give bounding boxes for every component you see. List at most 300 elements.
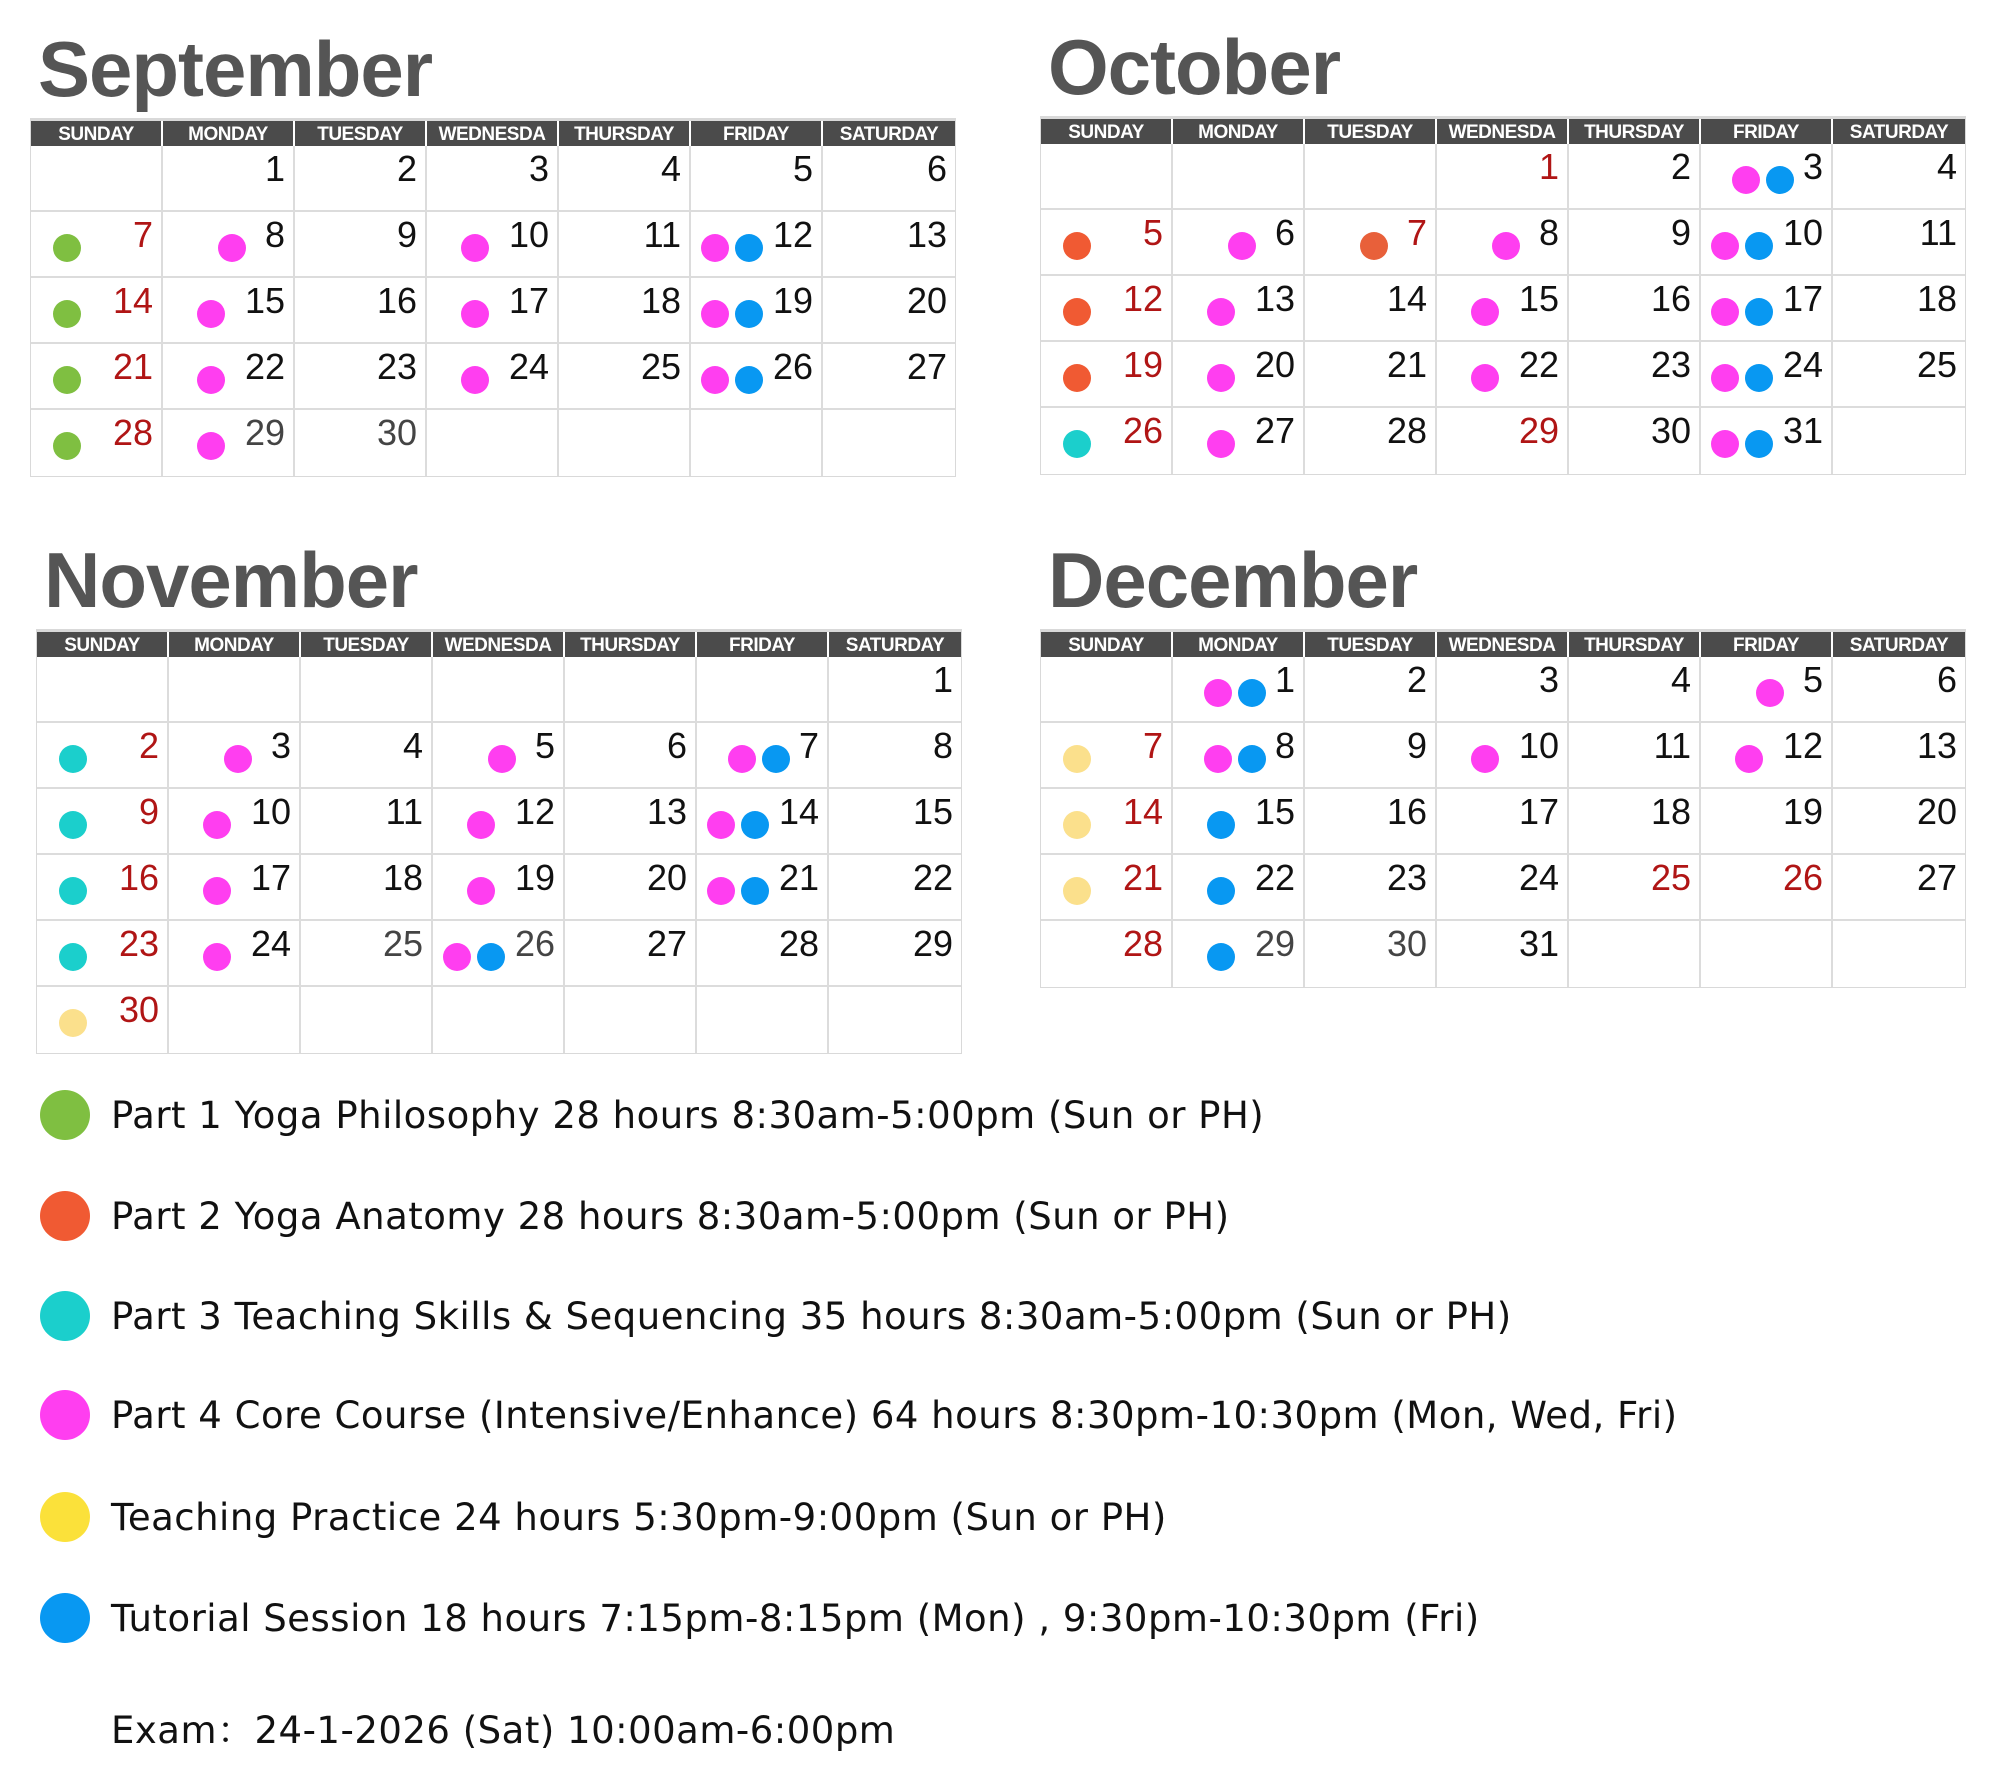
session-dot-icon <box>1063 811 1091 839</box>
calendar-day <box>1041 408 1173 474</box>
session-dot-icon <box>1063 364 1091 392</box>
session-markers <box>1063 232 1091 260</box>
calendar-day <box>37 855 169 921</box>
session-markers <box>1711 364 1773 392</box>
session-dot-icon <box>218 234 246 262</box>
calendar-day <box>1833 210 1965 276</box>
day-number: 20 <box>1916 791 1957 832</box>
day-number: 21 <box>778 857 819 898</box>
day-number: 28 <box>1386 410 1427 451</box>
session-dot-icon <box>467 811 495 839</box>
calendar-day <box>31 344 163 410</box>
calendar-day <box>1569 210 1701 276</box>
calendar-day <box>1305 921 1437 987</box>
session-markers <box>701 300 763 328</box>
session-dot-icon <box>488 745 516 773</box>
calendar-day <box>31 146 163 212</box>
calendar-day <box>559 146 691 212</box>
session-dot-icon <box>1711 298 1739 326</box>
calendar-day <box>1437 408 1569 474</box>
day-number: 1 <box>264 148 285 189</box>
calendar-day <box>1833 789 1965 855</box>
day-number: 24 <box>250 923 291 964</box>
weekday-label: MONDAY <box>163 121 295 146</box>
weekday-label: FRIDAY <box>697 632 829 657</box>
session-markers <box>59 811 87 839</box>
calendar-day <box>1569 342 1701 408</box>
session-markers <box>1228 232 1256 260</box>
day-number: 13 <box>646 791 687 832</box>
session-dot-icon <box>735 366 763 394</box>
calendar-day <box>169 987 301 1053</box>
weekday-label: FRIDAY <box>691 121 823 146</box>
weekday-label: FRIDAY <box>1701 632 1833 657</box>
calendar-day <box>1569 723 1701 789</box>
day-number: 6 <box>926 148 947 189</box>
calendar-day <box>1041 723 1173 789</box>
legend-text: Part 4 Core Course (Intensive/Enhance) 64 hours 8:30pm-10:30pm (Mon, Wed, Fri) <box>111 1393 1678 1437</box>
calendar-day <box>1701 921 1833 987</box>
weekday-header <box>31 119 955 146</box>
legend-text: Part 3 Teaching Skills & Sequencing 35 hours 8:30am-5:00pm (Sun or PH) <box>111 1294 1512 1338</box>
day-number: 20 <box>1254 344 1295 385</box>
weekday-label: SATURDAY <box>839 124 939 145</box>
weekday-label: TUESDAY <box>1305 119 1437 144</box>
day-number: 23 <box>1650 344 1691 385</box>
session-markers <box>1063 298 1091 326</box>
legend-dot-icon <box>40 1390 90 1440</box>
session-dot-icon <box>461 300 489 328</box>
day-number: 16 <box>1650 278 1691 319</box>
day-number: 26 <box>1782 857 1823 898</box>
calendar-week <box>37 987 961 1053</box>
calendar-day <box>1041 789 1173 855</box>
calendar-day <box>697 789 829 855</box>
day-number: 3 <box>1802 146 1823 187</box>
weekday-label: WEDNESDA <box>433 632 565 657</box>
session-dot-icon <box>1745 298 1773 326</box>
legend-dot-icon <box>40 1191 90 1241</box>
calendar-day <box>691 344 823 410</box>
weekday-label: WEDNESDA <box>427 121 559 146</box>
calendar-day <box>691 146 823 212</box>
day-number: 14 <box>1122 791 1163 832</box>
calendar-day <box>1701 210 1833 276</box>
session-markers <box>53 234 81 262</box>
legend-item <box>40 1390 1678 1440</box>
day-number: 19 <box>1122 344 1163 385</box>
session-dot-icon <box>467 877 495 905</box>
day-number: 18 <box>1650 791 1691 832</box>
calendar-day <box>1833 723 1965 789</box>
day-number: 16 <box>118 857 159 898</box>
calendar-day <box>295 146 427 212</box>
calendar-day <box>1437 657 1569 723</box>
day-number: 5 <box>534 725 555 766</box>
calendar-day <box>1173 855 1305 921</box>
session-dot-icon <box>735 234 763 262</box>
weekday-header <box>1041 630 1965 657</box>
calendar-day <box>1173 657 1305 723</box>
session-dot-icon <box>707 877 735 905</box>
day-number: 25 <box>1650 857 1691 898</box>
session-markers <box>707 811 769 839</box>
calendar-day <box>1701 855 1833 921</box>
calendar-day <box>697 723 829 789</box>
session-markers <box>1756 679 1784 707</box>
calendar-day <box>829 855 961 921</box>
day-number: 19 <box>772 280 813 321</box>
day-number: 10 <box>1518 725 1559 766</box>
session-markers <box>1063 811 1091 839</box>
calendar-day <box>427 410 559 476</box>
session-dot-icon <box>53 234 81 262</box>
session-markers <box>59 877 87 905</box>
day-number: 5 <box>1142 212 1163 253</box>
weekday-label: SUNDAY <box>37 632 169 657</box>
calendar-day <box>823 410 955 476</box>
calendar-day <box>1041 276 1173 342</box>
session-dot-icon <box>1745 232 1773 260</box>
session-dot-icon <box>59 811 87 839</box>
day-number: 9 <box>1406 725 1427 766</box>
calendar-day <box>1305 342 1437 408</box>
month-title: October <box>1048 23 1341 111</box>
session-dot-icon <box>224 745 252 773</box>
calendar-day <box>295 410 427 476</box>
weekday-label: SUNDAY <box>31 121 163 146</box>
day-number: 24 <box>508 346 549 387</box>
calendar-day <box>691 410 823 476</box>
calendar-day <box>295 278 427 344</box>
calendar-day <box>31 278 163 344</box>
day-number: 23 <box>1386 857 1427 898</box>
session-dot-icon <box>203 877 231 905</box>
session-dot-icon <box>59 943 87 971</box>
session-dot-icon <box>1063 745 1091 773</box>
calendar-day <box>1305 723 1437 789</box>
day-number: 9 <box>138 791 159 832</box>
calendar-day <box>301 855 433 921</box>
calendar-day <box>427 278 559 344</box>
calendar-day <box>565 987 697 1053</box>
calendar-day <box>1701 276 1833 342</box>
legend-text: Part 2 Yoga Anatomy 28 hours 8:30am-5:00pm (Sun or PH) <box>111 1194 1230 1238</box>
month-title: September <box>38 25 433 113</box>
calendar-day <box>37 657 169 723</box>
calendar-day <box>1437 723 1569 789</box>
session-dot-icon <box>1204 745 1232 773</box>
day-number: 22 <box>1518 344 1559 385</box>
calendar-day <box>829 987 961 1053</box>
session-dot-icon <box>461 366 489 394</box>
session-markers <box>443 943 505 971</box>
calendar-day <box>37 789 169 855</box>
month-title: December <box>1048 536 1418 624</box>
calendar-day <box>163 146 295 212</box>
calendar-day <box>433 789 565 855</box>
calendar-grid <box>36 629 962 1054</box>
calendar-day <box>1041 855 1173 921</box>
calendar-day <box>697 987 829 1053</box>
day-number: 8 <box>1274 725 1295 766</box>
session-markers <box>1207 430 1235 458</box>
calendar-day <box>1041 210 1173 276</box>
session-dot-icon <box>1492 232 1520 260</box>
calendar-day <box>559 344 691 410</box>
day-number: 4 <box>1670 659 1691 700</box>
session-dot-icon <box>1766 166 1794 194</box>
day-number: 1 <box>1274 659 1295 700</box>
session-dot-icon <box>1732 166 1760 194</box>
session-markers <box>1471 298 1499 326</box>
calendar-day <box>1701 408 1833 474</box>
weekday-label: THURSDAY <box>1569 119 1701 144</box>
calendar-week <box>1041 342 1965 408</box>
day-number: 2 <box>396 148 417 189</box>
calendar-week <box>1041 657 1965 723</box>
day-number: 12 <box>514 791 555 832</box>
calendar-week <box>1041 144 1965 210</box>
session-dot-icon <box>1745 364 1773 392</box>
session-markers <box>488 745 516 773</box>
calendar-day <box>1437 342 1569 408</box>
calendar-day <box>1173 210 1305 276</box>
day-number: 27 <box>1916 857 1957 898</box>
session-dot-icon <box>1207 877 1235 905</box>
weekday-header <box>1041 117 1965 144</box>
weekday-label: SATURDAY <box>1849 635 1949 656</box>
day-number: 29 <box>1518 410 1559 451</box>
calendar-grid <box>1040 116 1966 475</box>
session-dot-icon <box>735 300 763 328</box>
calendar-day <box>163 344 295 410</box>
day-number: 20 <box>906 280 947 321</box>
day-number: 10 <box>250 791 291 832</box>
calendar-week <box>1041 789 1965 855</box>
day-number: 2 <box>1670 146 1691 187</box>
day-number: 7 <box>1142 725 1163 766</box>
calendar-day <box>1305 855 1437 921</box>
calendar-day <box>1041 342 1173 408</box>
day-number: 14 <box>1386 278 1427 319</box>
day-number: 26 <box>514 923 555 964</box>
calendar-day <box>427 212 559 278</box>
weekday-label: MONDAY <box>169 632 301 657</box>
legend-dot-icon <box>40 1492 90 1542</box>
session-dot-icon <box>1063 877 1091 905</box>
calendar-day <box>1569 921 1701 987</box>
calendar-day <box>1701 789 1833 855</box>
calendar-day <box>829 789 961 855</box>
calendar-day <box>31 410 163 476</box>
day-number: 25 <box>640 346 681 387</box>
day-number: 28 <box>778 923 819 964</box>
weekday-label: MONDAY <box>1173 119 1305 144</box>
calendar-week <box>31 212 955 278</box>
session-markers <box>1207 877 1235 905</box>
day-number: 8 <box>1538 212 1559 253</box>
session-dot-icon <box>1238 745 1266 773</box>
day-number: 13 <box>1254 278 1295 319</box>
day-number: 11 <box>385 791 423 832</box>
session-markers <box>1711 232 1773 260</box>
calendar-grid <box>1040 629 1966 988</box>
weekday-label: FRIDAY <box>1701 119 1833 144</box>
session-markers <box>461 366 489 394</box>
day-number: 8 <box>932 725 953 766</box>
session-dot-icon <box>53 366 81 394</box>
session-dot-icon <box>1228 232 1256 260</box>
calendar-day <box>301 657 433 723</box>
day-number: 5 <box>792 148 813 189</box>
legend-item <box>40 1593 1480 1643</box>
calendar-week <box>37 789 961 855</box>
session-markers <box>197 432 225 460</box>
session-markers <box>197 366 225 394</box>
session-dot-icon <box>1207 811 1235 839</box>
legend-text: Tutorial Session 18 hours 7:15pm-8:15pm (Mon) , 9:30pm-10:30pm (Fri) <box>111 1596 1480 1640</box>
calendar-day <box>37 921 169 987</box>
day-number: 30 <box>1386 923 1427 964</box>
calendar-day <box>169 921 301 987</box>
session-markers <box>707 877 769 905</box>
day-number: 30 <box>118 989 159 1030</box>
session-dot-icon <box>1063 298 1091 326</box>
calendar-day <box>1833 921 1965 987</box>
day-number: 17 <box>250 857 291 898</box>
calendar-week <box>37 855 961 921</box>
calendar-day <box>829 657 961 723</box>
session-dot-icon <box>1207 943 1235 971</box>
session-dot-icon <box>741 877 769 905</box>
session-markers <box>203 877 231 905</box>
weekday-label: TUESDAY <box>301 632 433 657</box>
calendar-day <box>31 212 163 278</box>
day-number: 11 <box>1919 212 1957 253</box>
day-number: 4 <box>402 725 423 766</box>
legend-dot-icon <box>40 1291 90 1341</box>
session-markers <box>1207 811 1235 839</box>
session-markers <box>53 366 81 394</box>
session-dot-icon <box>1204 679 1232 707</box>
day-number: 12 <box>1782 725 1823 766</box>
calendar-day <box>565 723 697 789</box>
calendar-day <box>1305 657 1437 723</box>
day-number: 17 <box>508 280 549 321</box>
calendar-day <box>1041 657 1173 723</box>
day-number: 4 <box>1936 146 1957 187</box>
calendar-day <box>427 344 559 410</box>
day-number: 16 <box>376 280 417 321</box>
session-dot-icon <box>203 943 231 971</box>
session-dot-icon <box>443 943 471 971</box>
day-number: 6 <box>1936 659 1957 700</box>
calendar-day <box>559 212 691 278</box>
calendar-day <box>565 657 697 723</box>
session-markers <box>1471 745 1499 773</box>
session-dot-icon <box>59 1009 87 1037</box>
calendar-day <box>1437 789 1569 855</box>
calendar-day <box>1833 144 1965 210</box>
calendar-week <box>1041 921 1965 987</box>
session-dot-icon <box>1756 679 1784 707</box>
weekday-label: THURSDAY <box>559 121 691 146</box>
day-number: 2 <box>138 725 159 766</box>
calendar-day <box>433 855 565 921</box>
session-markers <box>467 877 495 905</box>
session-markers <box>224 745 252 773</box>
legend-dot-icon <box>40 1090 90 1140</box>
calendar-day <box>823 212 955 278</box>
day-number: 15 <box>1518 278 1559 319</box>
session-dot-icon <box>762 745 790 773</box>
legend-item <box>40 1492 1167 1542</box>
session-markers <box>701 234 763 262</box>
day-number: 25 <box>1916 344 1957 385</box>
calendar-day <box>1833 276 1965 342</box>
calendar-day <box>295 344 427 410</box>
day-number: 31 <box>1518 923 1559 964</box>
session-dot-icon <box>53 432 81 460</box>
calendar-day <box>1173 921 1305 987</box>
legend-item <box>40 1191 1230 1241</box>
calendar-day <box>1701 723 1833 789</box>
day-number: 17 <box>1782 278 1823 319</box>
calendar-day <box>1701 342 1833 408</box>
weekday-label: THURSDAY <box>1569 632 1701 657</box>
day-number: 5 <box>1802 659 1823 700</box>
day-number: 18 <box>640 280 681 321</box>
session-dot-icon <box>53 300 81 328</box>
day-number: 3 <box>270 725 291 766</box>
calendar-day <box>301 921 433 987</box>
session-markers <box>197 300 225 328</box>
session-dot-icon <box>197 432 225 460</box>
calendar-day <box>559 410 691 476</box>
session-dot-icon <box>1471 364 1499 392</box>
weekday-label: MONDAY <box>1173 632 1305 657</box>
day-number: 12 <box>1122 278 1163 319</box>
session-markers <box>461 234 489 262</box>
session-markers <box>701 366 763 394</box>
exam-info: Exam：24-1-2026 (Sat) 10:00am-6:00pm <box>111 1709 896 1752</box>
calendar-day <box>1173 144 1305 210</box>
calendar-day <box>823 344 955 410</box>
weekday-label: TUESDAY <box>295 121 427 146</box>
session-dot-icon <box>1360 232 1388 260</box>
weekday-label: TUESDAY <box>1305 632 1437 657</box>
calendar-week <box>37 657 961 723</box>
session-markers <box>1204 679 1266 707</box>
day-number: 30 <box>1650 410 1691 451</box>
day-number: 29 <box>244 412 285 453</box>
session-markers <box>728 745 790 773</box>
legend-text: Part 1 Yoga Philosophy 28 hours 8:30am-5:00pm (Sun or PH) <box>111 1093 1265 1137</box>
calendar-week <box>31 410 955 476</box>
session-dot-icon <box>1711 430 1739 458</box>
day-number: 10 <box>1782 212 1823 253</box>
session-markers <box>203 943 231 971</box>
calendar-day <box>697 855 829 921</box>
calendar-day <box>691 278 823 344</box>
session-markers <box>1063 877 1091 905</box>
calendar-day <box>169 855 301 921</box>
calendar-day <box>301 987 433 1053</box>
day-number: 14 <box>778 791 819 832</box>
day-number: 11 <box>643 214 681 255</box>
calendar-day <box>169 657 301 723</box>
